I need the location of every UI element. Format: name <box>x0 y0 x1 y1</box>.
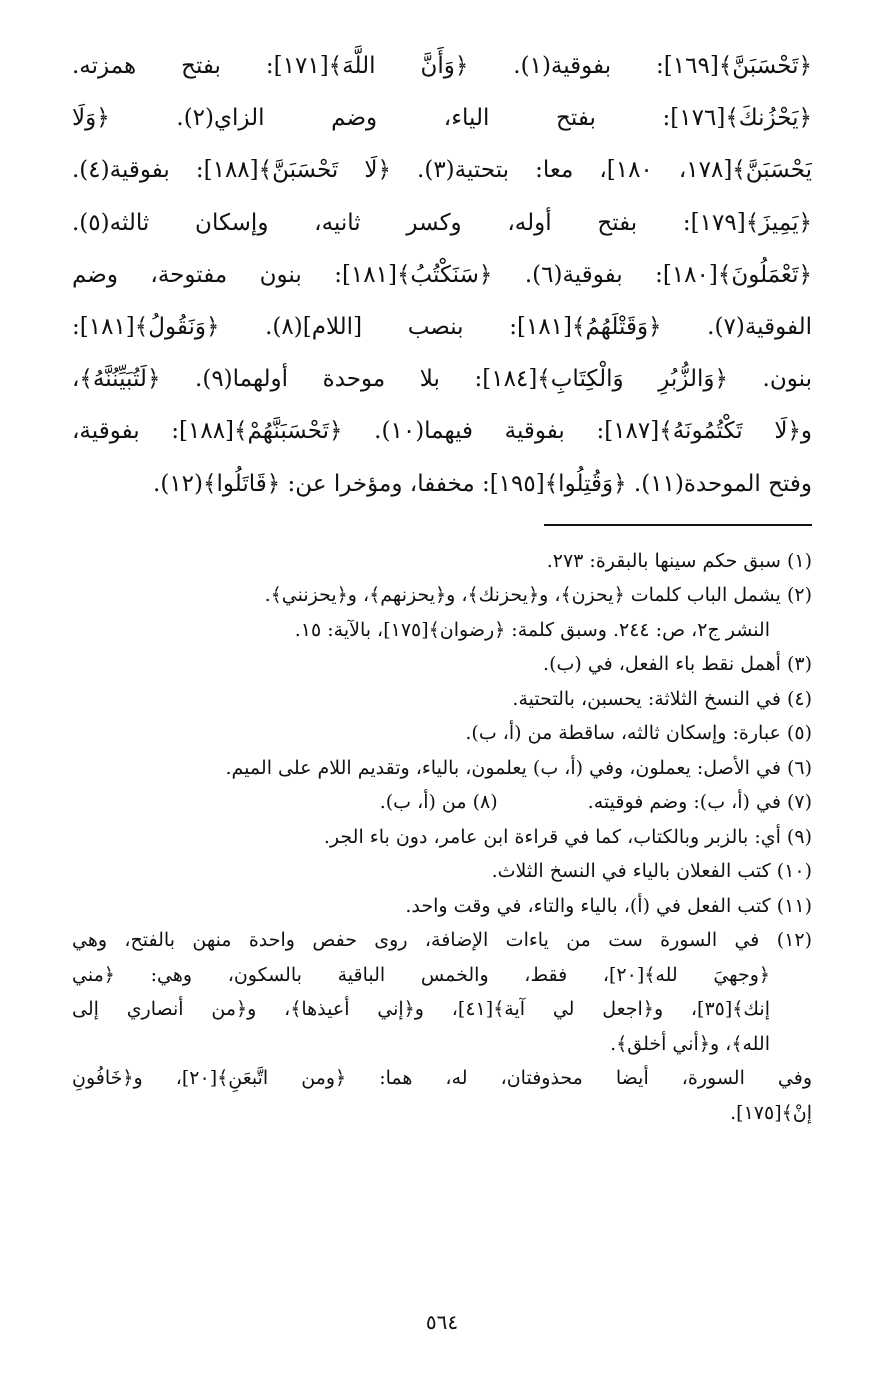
footnote-2-continuation: النشر ج٢، ص: ٢٤٤. وسبق كلمة: ﴿رضوان﴾[١٧٥]، بالآية: ١٥. <box>294 618 770 641</box>
main-text-line: و﴿لَا تَكْتُمُونَهُ﴾[١٨٧]: بفوقية فيهما(١٠). ﴿تَحْسَبَنَّهُمْ﴾[١٨٨]: بفوقية، <box>72 418 812 445</box>
footnote-4: (٤) في النسخ الثلاثة: يحسبن، بالتحتية. <box>512 687 812 710</box>
footnote-extra-line: إنْ﴾[١٧٥]. <box>730 1101 812 1124</box>
footnote-separator <box>544 524 812 526</box>
footnote-7-8-row <box>72 785 812 820</box>
footnote-12-line: ﴿وجهيَ لله﴾[٢٠]، فقط، والخمس الباقية بالسكون، وهي: ﴿مني <box>72 963 770 986</box>
footnote-extra-line: وفي السورة، أيضا محذوفتان، له، هما: ﴿ومن اتَّبعَنِ﴾[٢٠]، و﴿خَافُونِ <box>72 1067 812 1090</box>
footnote-12-line: الله﴾، و﴿أني أخلق﴾. <box>610 1032 770 1055</box>
footnote-10: (١٠) كتب الفعلان بالياء في النسخ الثلاث. <box>491 860 812 883</box>
main-text-line: بنون. ﴿وَالزُّبُرِ وَالْكِتَابِ﴾[١٨٤]: بلا موحدة أولهما(٩). ﴿لَتُبَيِّنُنَّهُ﴾، <box>72 366 812 393</box>
footnote-9: (٩) أي: بالزبر وبالكتاب، كما في قراءة ابن عامر، دون باء الجر. <box>323 825 812 848</box>
book-page <box>72 40 812 1370</box>
footnote-5: (٥) عبارة: وإسكان ثالثه، ساقطة من (أ، ب). <box>465 722 812 745</box>
footnote-8: (٨) من (أ، ب). <box>379 791 498 814</box>
main-text-block <box>72 40 812 510</box>
footnote-12-line: إنك﴾[٣٥]، و﴿اجعل لي آية﴾[٤١]، و﴿إني أعيذها﴾، و﴿من أنصاري إلى <box>72 998 770 1021</box>
footnote-1: (١) سبق حكم سينها بالبقرة: ٢٧٣. <box>546 549 812 572</box>
page-number: ٥٦٤ <box>425 1310 459 1334</box>
main-text-line: ﴿يَحْزُنكَ﴾[١٧٦]: بفتح الياء، وضم الزاي(٢). ﴿وَلَا <box>72 105 812 132</box>
footnote-12 <box>72 923 812 1061</box>
footnote-11: (١١) كتب الفعل في (أ)، بالياء والتاء، في وقت واحد. <box>405 894 812 917</box>
footnote-6: (٦) في الأصل: يعملون، وفي (أ، ب) يعلمون، بالياء، وتقديم اللام على الميم. <box>225 756 812 779</box>
main-text-line: ﴿يَمِيزَ﴾[١٧٩]: بفتح أوله، وكسر ثانيه، وإسكان ثالثه(٥). <box>72 209 812 236</box>
main-text-line: يَحْسَبَنَّ﴾[١٧٨، ١٨٠]، معا: بتحتية(٣). ﴿لَا تَحْسَبَنَّ﴾[١٨٨]: بفوقية(٤). <box>72 157 812 184</box>
main-text-line: الفوقية(٧). ﴿وَقَتْلَهُمُ﴾[١٨١]: بنصب [اللام](٨). ﴿وَنَقُولُ﴾[١٨١]: <box>72 313 812 340</box>
footnote-12-line: (١٢) في السورة ست من ياءات الإضافة، روى حفص واحدة منهن بالفتح، وهي <box>72 929 812 952</box>
main-text-line: ﴿تَحْسَبَنَّ﴾[١٦٩]: بفوقية(١). ﴿وَأَنَّ اللَّهَ﴾[١٧١]: بفتح همزته. <box>72 53 812 79</box>
main-text-line: ﴿تَعْمَلُونَ﴾[١٨٠]: بفوقية(٦). ﴿سَنَكْتُبُ﴾[١٨١]: بنون مفتوحة، وضم <box>72 261 812 288</box>
main-text-line: وفتح الموحدة(١١). ﴿وَقُتِلُوا﴾[١٩٥]: مخففا، ومؤخرا عن: ﴿قَاتَلُوا﴾(١٢). <box>153 470 812 497</box>
footnote-2: (٢) يشمل الباب كلمات ﴿يحزن﴾، و﴿يحزنك﴾، و﴿يحزنهم﴾، و﴿يحزنني﴾. <box>264 584 812 607</box>
footnotes-block <box>72 544 812 1131</box>
footnote-12-extra <box>72 1061 812 1130</box>
footnote-3: (٣) أهمل نقط باء الفعل، في (ب). <box>543 653 812 676</box>
footnote-7: (٧) في (أ، ب): وضم فوقيته. <box>587 791 812 814</box>
